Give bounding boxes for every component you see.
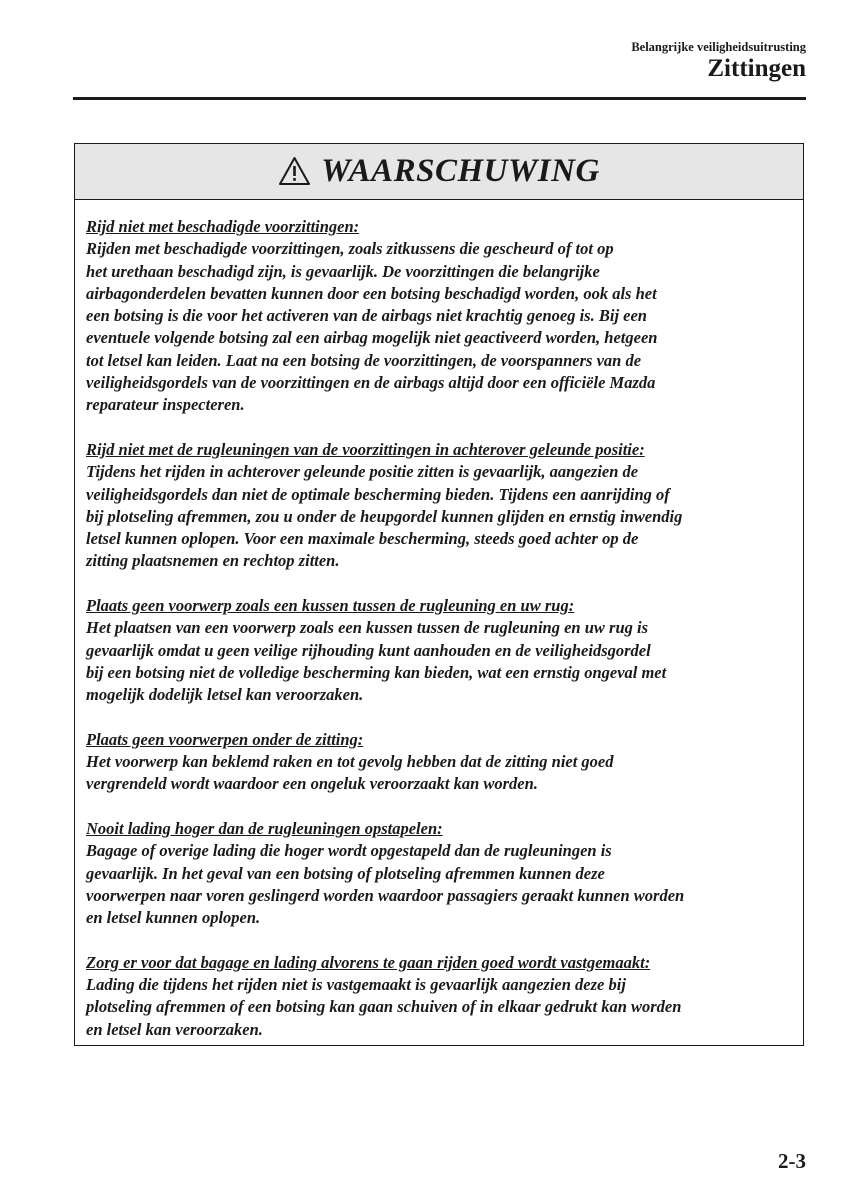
warning-item-line: Het voorwerp kan beklemd raken en tot gevolg hebben dat de zitting niet goed xyxy=(86,752,614,772)
warning-item-line: zitting plaatsnemen en rechtop zitten. xyxy=(86,551,340,571)
warning-item-line: veiligheidsgordels dan niet de optimale bescherming bieden. Tijdens een aanrijding of xyxy=(86,484,670,504)
warning-item-line: een botsing is die voor het activeren van de airbags niet krachtig genoeg is. Bij een xyxy=(86,306,647,326)
warning-item-heading: Plaats geen voorwerp zoals een kussen tussen de rugleuning en uw rug: xyxy=(86,596,575,616)
warning-item-line: eventuele volgende botsing zal een airbag mogelijk niet geactiveerd worden, hetgeen xyxy=(86,328,658,348)
warning-item-line: Lading die tijdens het rijden niet is vastgemaakt is gevaarlijk aangezien deze bij xyxy=(86,975,626,995)
warning-title: WAARSCHUWING xyxy=(321,153,600,189)
warning-item-line: voorwerpen naar voren geslingerd worden waardoor passagiers geraakt kunnen worden xyxy=(86,885,685,905)
warning-item-line: bij plotseling afremmen, zou u onder de heupgordel kunnen glijden en ernstig inwendig xyxy=(86,506,683,526)
warning-item-line: Rijden met beschadigde voorzittingen, zoals zitkussens die gescheurd of tot op xyxy=(86,239,614,259)
warning-item xyxy=(86,818,793,929)
warning-body xyxy=(75,200,803,1041)
warning-box xyxy=(74,143,804,1046)
warning-item-line: gevaarlijk omdat u geen veilige rijhouding kunt aanhouden en de veiligheidsgordel xyxy=(86,640,651,660)
warning-triangle-icon xyxy=(278,156,311,186)
warning-item-line: Tijdens het rijden in achterover geleunde positie zitten is gevaarlijk, aangezien de xyxy=(86,462,639,482)
warning-item-line: reparateur inspecteren. xyxy=(86,395,245,415)
warning-item-line: Het plaatsen van een voorwerp zoals een kussen tussen de rugleuning en uw rug is xyxy=(86,618,648,638)
warning-item-line: Bagage of overige lading die hoger wordt opgestapeld dan de rugleuningen is xyxy=(86,841,612,861)
warning-item-line: veiligheidsgordels van de voorzittingen en de airbags altijd door een officiële Mazda xyxy=(86,373,656,393)
warning-item xyxy=(86,729,793,796)
warning-item-line: letsel kunnen oplopen. Voor een maximale bescherming, steeds goed achter op de xyxy=(86,529,639,549)
warning-item-line: en letsel kunnen oplopen. xyxy=(86,908,261,928)
warning-item-line: plotseling afremmen of een botsing kan gaan schuiven of in elkaar gedrukt kan worden xyxy=(86,997,682,1017)
warning-item-heading: Nooit lading hoger dan de rugleuningen opstapelen: xyxy=(86,819,443,839)
section-label: Belangrijke veiligheidsuitrusting xyxy=(631,40,806,54)
warning-item-line: gevaarlijk. In het geval van een botsing of plotseling afremmen kunnen deze xyxy=(86,863,605,883)
warning-item-line: mogelijk dodelijk letsel kan veroorzaken. xyxy=(86,685,364,705)
warning-item-line: airbagonderdelen bevatten kunnen door een botsing beschadigd worden, ook als het xyxy=(86,283,657,303)
warning-item xyxy=(86,439,793,573)
warning-item-heading: Zorg er voor dat bagage en lading alvorens te gaan rijden goed wordt vastgemaakt: xyxy=(86,952,651,972)
warning-item-line: vergrendeld wordt waardoor een ongeluk veroorzaakt kan worden. xyxy=(86,774,538,794)
page-number: 2-3 xyxy=(778,1149,806,1173)
warning-item xyxy=(86,595,793,706)
header-divider xyxy=(73,97,806,100)
warning-item-heading: Plaats geen voorwerpen onder de zitting: xyxy=(86,729,364,749)
warning-banner xyxy=(75,144,803,200)
page-title: Zittingen xyxy=(707,55,806,82)
warning-item-line: bij een botsing niet de volledige bescherming kan bieden, wat een ernstig ongeval met xyxy=(86,662,667,682)
warning-item-line: tot letsel kan leiden. Laat na een botsing de voorzittingen, de voorspanners van de xyxy=(86,350,642,370)
warning-item xyxy=(86,952,793,1041)
warning-item-line: het urethaan beschadigd zijn, is gevaarlijk. De voorzittingen die belangrijke xyxy=(86,261,600,281)
warning-item-heading: Rijd niet met beschadigde voorzittingen: xyxy=(86,217,360,236)
warning-item xyxy=(86,216,793,417)
warning-item-heading: Rijd niet met de rugleuningen van de voorzittingen in achterover geleunde positie: xyxy=(86,439,645,459)
warning-item-line: en letsel kan veroorzaken. xyxy=(86,1019,263,1039)
